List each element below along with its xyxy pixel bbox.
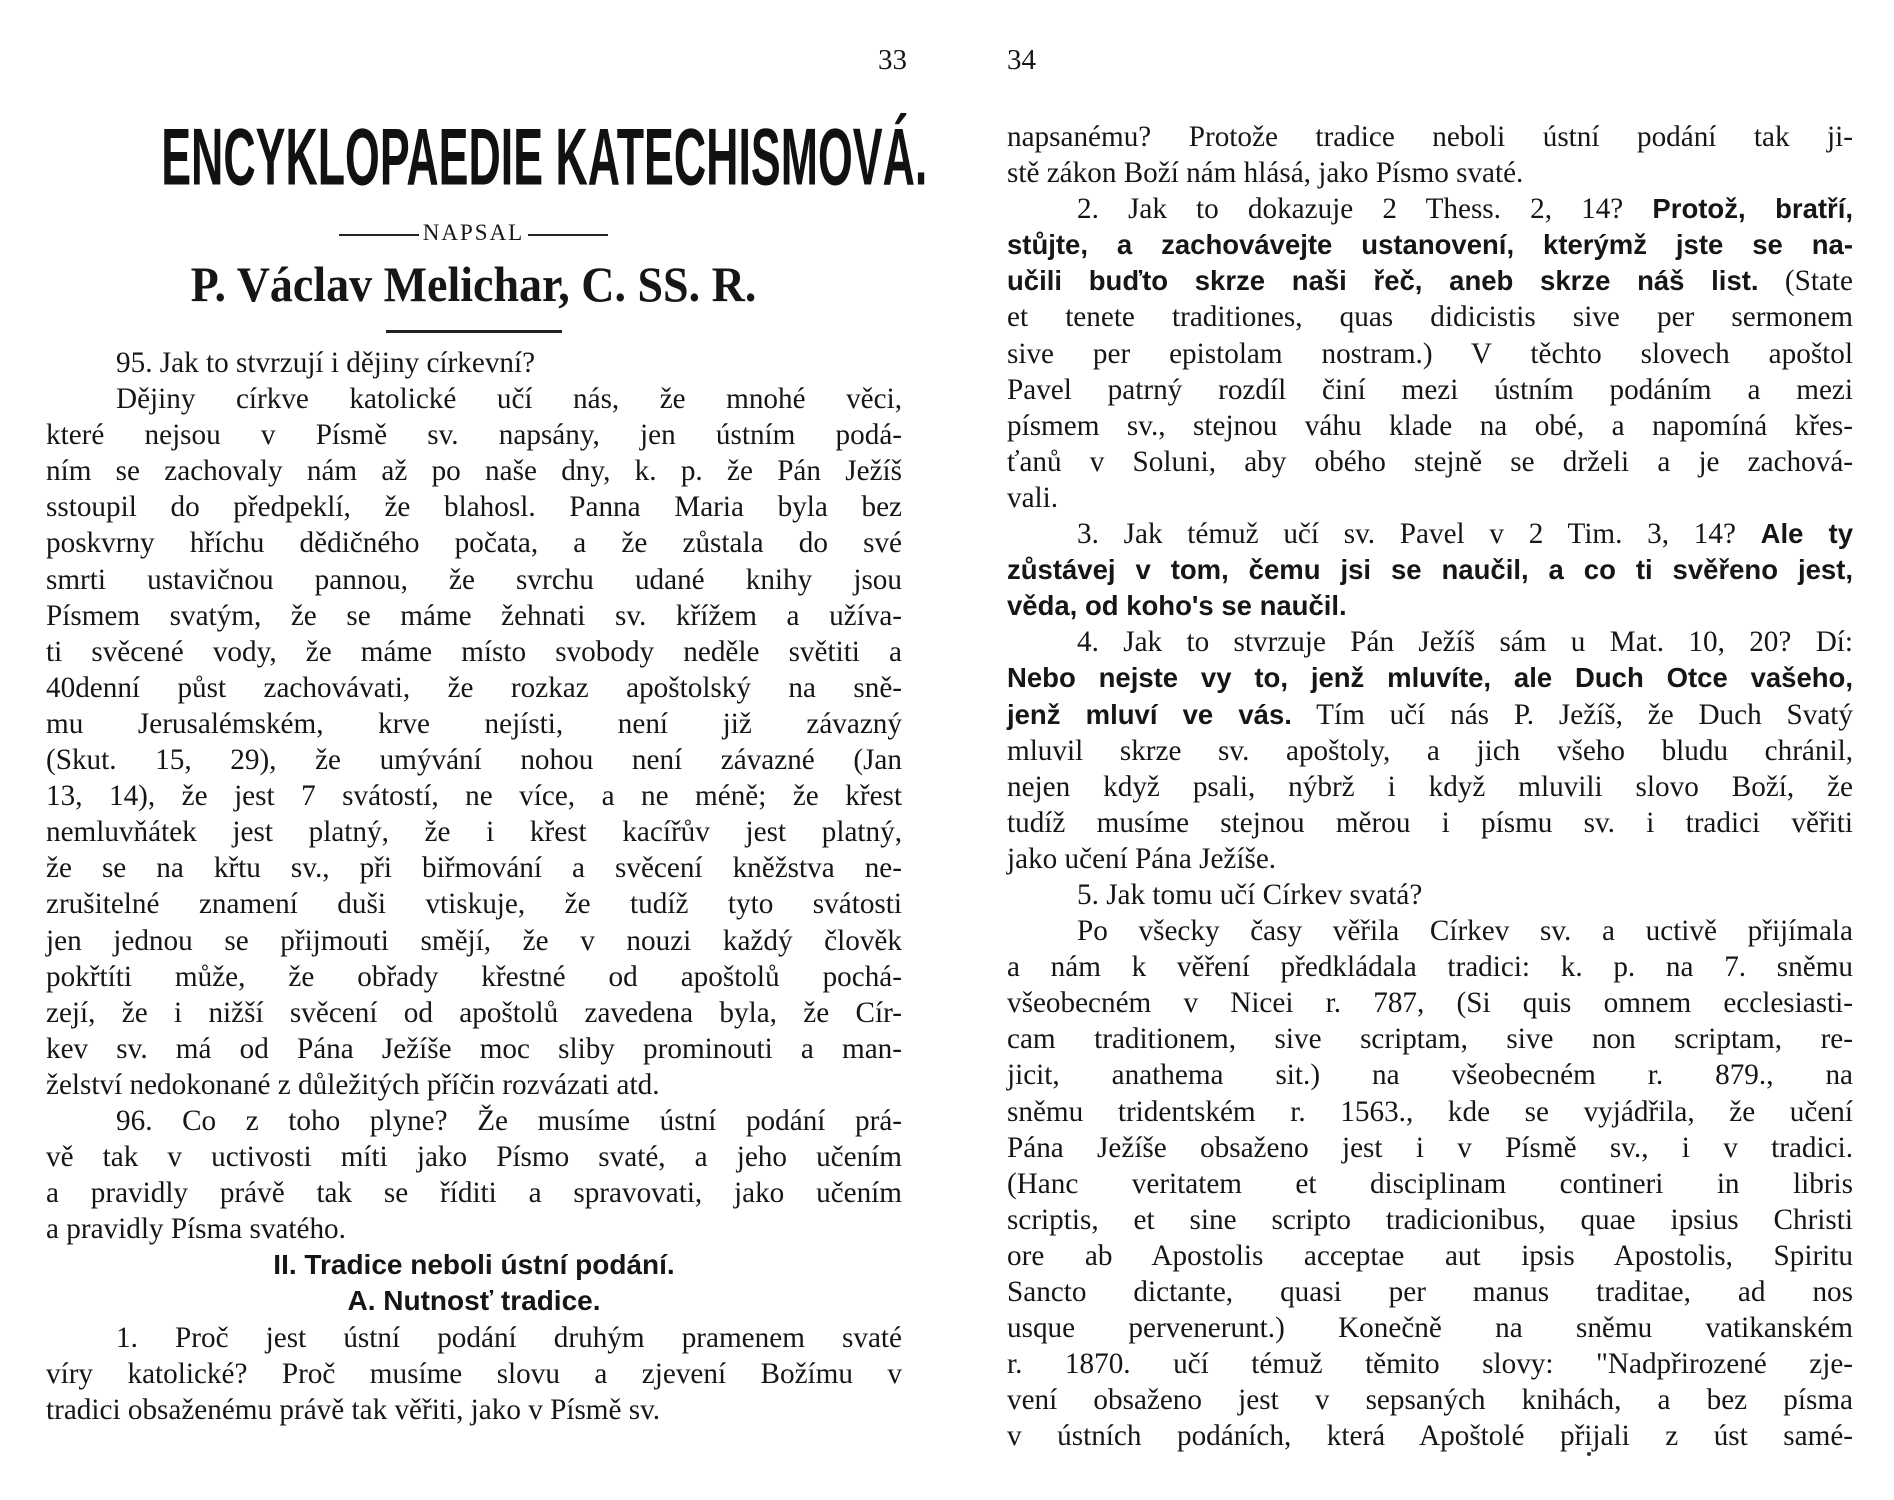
text-line: vě tak v uctivosti míti jako Písmo svaté, a jeho učením: [46, 1141, 902, 1174]
line-text: ore ab Apostolis acceptae aut ipsis Apostolis, Spiritu: [1007, 1239, 1853, 1272]
line-text: mluvil skrze sv. apoštoly, a jich všeho bludu chránil,: [1007, 734, 1853, 767]
text-line: [1007, 1238, 1853, 1274]
text-line: nemluvňátek jest platný, že i křest kacířův jest platný,: [46, 816, 902, 849]
line-text: a nám k věření předkládala tradici: k. p. na 7. sněmu: [1007, 951, 1853, 984]
line-text: Pána Ježíše obsaženo jest i v Písmě sv., i v tradici.: [1007, 1131, 1853, 1164]
text-line: jen jednou se přijmouti smějí, že v nouzi každý člověk: [46, 924, 902, 957]
text-line: [1007, 155, 1853, 191]
text-line: [1007, 1166, 1853, 1202]
text-line: víry katolické? Proč musíme slovu a zjevení Božímu v: [46, 1357, 902, 1390]
line-text: 3. Jak témuž učí sv. Pavel v 2 Tim. 3, 14?: [1077, 518, 1761, 551]
bold-quote: Ale ty: [1760, 518, 1853, 550]
text-line: a pravidly právě tak se říditi a spravovati, jako učením: [46, 1177, 902, 1210]
text-line: ním se zachovaly nám až po naše dny, k. p. že Pán Ježíš: [46, 455, 902, 488]
text-line: Písmem svatým, že se máme žehnati sv. křížem a užíva-: [46, 599, 902, 632]
line-text: et tenete traditiones, quas didicistis sive per sermonem: [1007, 301, 1853, 334]
line-text: jicit, anathema sit.) na všeobecném r. 879., na: [1007, 1059, 1853, 1092]
separator-rule: [386, 330, 562, 333]
right-text-column: [1007, 119, 1853, 1454]
text-line: [1007, 1057, 1853, 1093]
text-line: [1007, 119, 1853, 155]
text-line: [1007, 1202, 1853, 1238]
text-line: poskvrny hříchu dědičného počata, a že zůstala do své: [46, 527, 902, 560]
line-text: cam traditionem, sive scriptam, sive non scriptam, re-: [1007, 1023, 1853, 1056]
question-1: [46, 1320, 902, 1428]
text-line: 40denní půst zachovávati, že rozkaz apoštolský na sně-: [46, 671, 902, 704]
text-line: [1007, 588, 1853, 624]
text-line: [1007, 191, 1853, 227]
line-text: Pavel patrný rozdíl činí mezi ústním podáním a mezi: [1007, 373, 1853, 406]
line-text: vení obsaženo jest v sepsaných knihách, a bez písma: [1007, 1384, 1853, 1417]
byline-label: NAPSAL: [422, 220, 525, 245]
text-line: [1007, 697, 1853, 733]
section-heading: II. Tradice neboli ústní podání.: [273, 1249, 675, 1281]
line-text: Tím učí nás P. Ježíš, že Duch Svatý: [1291, 698, 1853, 731]
text-line: [1007, 1274, 1853, 1310]
byline-rule-left: [339, 234, 419, 236]
text-line: [1007, 769, 1853, 805]
line-text: v ústních podáních, která Apoštolé přijali z úst samé-: [1007, 1420, 1853, 1453]
text-line: [1007, 480, 1853, 516]
line-text: scriptis, et sine scripto tradicionibus, quae ipsius Christi: [1007, 1203, 1853, 1236]
text-line: 1. Proč jest ústní podání druhým pramenem svaté: [116, 1321, 902, 1354]
bold-quote: učili buďto skrze naši řeč, aneb skrze náš list.: [1007, 265, 1759, 297]
bold-quote: stůjte, a zachovávejte ustanovení, kterýmž jste se na-: [1007, 229, 1853, 261]
text-line: [1007, 372, 1853, 408]
question-95: [46, 345, 902, 1103]
text-line: [1007, 336, 1853, 372]
right-page: [947, 0, 1894, 1500]
line-text: tudíž musíme stejnou měrou i písmu sv. i tradici věřiti: [1007, 806, 1853, 839]
text-line: [1007, 733, 1853, 769]
text-line: [1007, 805, 1853, 841]
line-text: nejen když psali, nýbrž i když mluvili slovo Boží, že: [1007, 770, 1853, 803]
byline-rule-right: [528, 234, 608, 236]
text-line: a pravidly Písma svatého.: [46, 1213, 346, 1246]
bold-quote: Nebo nejste vy to, jenž mluvíte, ale Duch Otce vašeho,: [1007, 662, 1853, 694]
line-text: písmem sv., stejnou váhu klade na obé, a napomíná křes-: [1007, 409, 1853, 442]
text-line: [1007, 1346, 1853, 1382]
text-line: zejí, že i nižší svěcení od apoštolů zavedena byla, že Cír-: [46, 996, 902, 1029]
line-text: 2. Jak to dokazuje 2 Thess. 2, 14?: [1077, 193, 1653, 226]
text-line: [1007, 1094, 1853, 1130]
text-line: [1007, 985, 1853, 1021]
line-text: r. 1870. učí témuž těmito slovy: "Nadpřirozené zje-: [1007, 1348, 1853, 1381]
text-line: smrti ustavičnou pannou, že svrchu udané knihy jsou: [46, 563, 902, 596]
line-text: vali.: [1007, 481, 1059, 514]
bold-quote: jenž mluví ve vás.: [1007, 698, 1292, 730]
text-line: [1007, 1130, 1853, 1166]
line-text: 4. Jak to stvrzuje Pán Ježíš sám u Mat. 10, 20? Dí:: [1077, 626, 1853, 659]
line-text: všeobecném v Nicei r. 787, (Si quis omnem ecclesiasti-: [1007, 987, 1853, 1020]
text-line: (Skut. 15, 29), že umývání nohou není závazné (Jan: [46, 744, 902, 777]
text-line: [1007, 516, 1853, 552]
text-line: [1007, 1382, 1853, 1418]
line-text: Sancto dictante, quasi per manus traditae, ad nos: [1007, 1276, 1853, 1308]
text-line: ti svěcené vody, že máme místo svobody neděle světiti a: [46, 635, 902, 668]
text-line: [1007, 408, 1853, 444]
page-number: 33: [878, 44, 907, 76]
text-line: 13, 14), že jest 7 svátostí, ne více, a ne méně; že křest: [46, 780, 902, 813]
text-line: [1007, 1310, 1853, 1346]
bold-quote: Protož, bratří,: [1652, 193, 1854, 225]
subsection-heading: A. Nutnosť tradice.: [347, 1285, 601, 1317]
text-line: tradici obsaženému právě tak věřiti, jako v Písmě sv.: [46, 1393, 661, 1426]
author-name: P. Václav Melichar, C. SS. R.: [190, 256, 757, 313]
line-text: stě zákon Boží nám hlásá, jako Písmo svaté.: [1007, 157, 1524, 190]
text-line: [1007, 263, 1853, 299]
text-line: [1007, 444, 1853, 480]
line-text: (State: [1758, 265, 1853, 298]
text-line: [1007, 552, 1853, 588]
text-line: [1007, 227, 1853, 263]
line-text: usque pervenerunt.) Konečně na sněmu vatikanském: [1007, 1312, 1853, 1345]
text-line: 96. Co z toho plyne? Že musíme ústní podání prá-: [116, 1104, 902, 1137]
text-line: že se na křtu sv., při biřmování a svěcení kněžstva ne-: [46, 852, 902, 885]
bold-quote: zůstávej v tom, čemu jsi se naučil, a co ti svěřeno jest,: [1007, 554, 1853, 586]
text-line: [1007, 1418, 1853, 1454]
line-text: napsanému? Protože tradice neboli ústní podání tak ji-: [1007, 121, 1853, 153]
text-line: želství nedokonané z důležitých příčin rozvázati atd.: [46, 1068, 660, 1101]
line-text: sněmu tridentském r. 1563., kde se vyjádřila, že učení: [1007, 1095, 1853, 1128]
text-line: [1007, 841, 1853, 877]
line-text: (Hanc veritatem et disciplinam contineri in libris: [1007, 1167, 1853, 1200]
byline: [0, 220, 947, 246]
line-text: sive per epistolam nostram.) V těchto slovech apoštol: [1007, 337, 1853, 370]
line-text: 5. Jak tomu učí Církev svatá?: [1077, 878, 1423, 911]
text-line: mu Jerusalémském, krve nejísti, není již závazný: [46, 707, 902, 740]
text-line: [1007, 1021, 1853, 1057]
text-line: 95. Jak to stvrzují i dějiny církevní?: [116, 347, 536, 379]
line-text: Po všecky časy věřila Církev sv. a uctivě přijímala: [1077, 915, 1853, 948]
print-speck: [1587, 1452, 1591, 1456]
page-number: 34: [1007, 44, 1036, 76]
text-line: [1007, 299, 1853, 335]
left-text-column: [46, 345, 902, 1428]
text-line: které nejsou v Písmě sv. napsány, jen ústním podá-: [46, 419, 902, 452]
line-text: ťanů v Soluni, aby obého stejně se drželi a je zachová-: [1007, 445, 1853, 478]
line-text: jako učení Pána Ježíše.: [1007, 842, 1277, 875]
text-line: zrušitelné znamení duši vtiskuje, že tudíž tyto svátosti: [46, 888, 902, 921]
text-line: pokřtíti může, že obřady křestné od apoštolů pochá-: [46, 960, 902, 993]
text-line: [1007, 913, 1853, 949]
text-line: [1007, 624, 1853, 660]
text-line: kev sv. má od Pána Ježíše moc sliby prominouti a man-: [46, 1032, 902, 1065]
text-line: sstoupil do předpeklí, že blahosl. Panna Maria byla bez: [46, 491, 902, 524]
question-96: [46, 1103, 902, 1247]
document-title: ENCYKLOPAEDIE KATECHISMOVÁ.: [161, 113, 928, 203]
text-line: [1007, 949, 1853, 985]
bold-quote: věda, od koho's se naučil.: [1007, 590, 1347, 622]
text-line: [1007, 877, 1853, 913]
text-line: [1007, 660, 1853, 696]
text-line: Dějiny církve katolické učí nás, že mnohé věci,: [116, 383, 902, 416]
